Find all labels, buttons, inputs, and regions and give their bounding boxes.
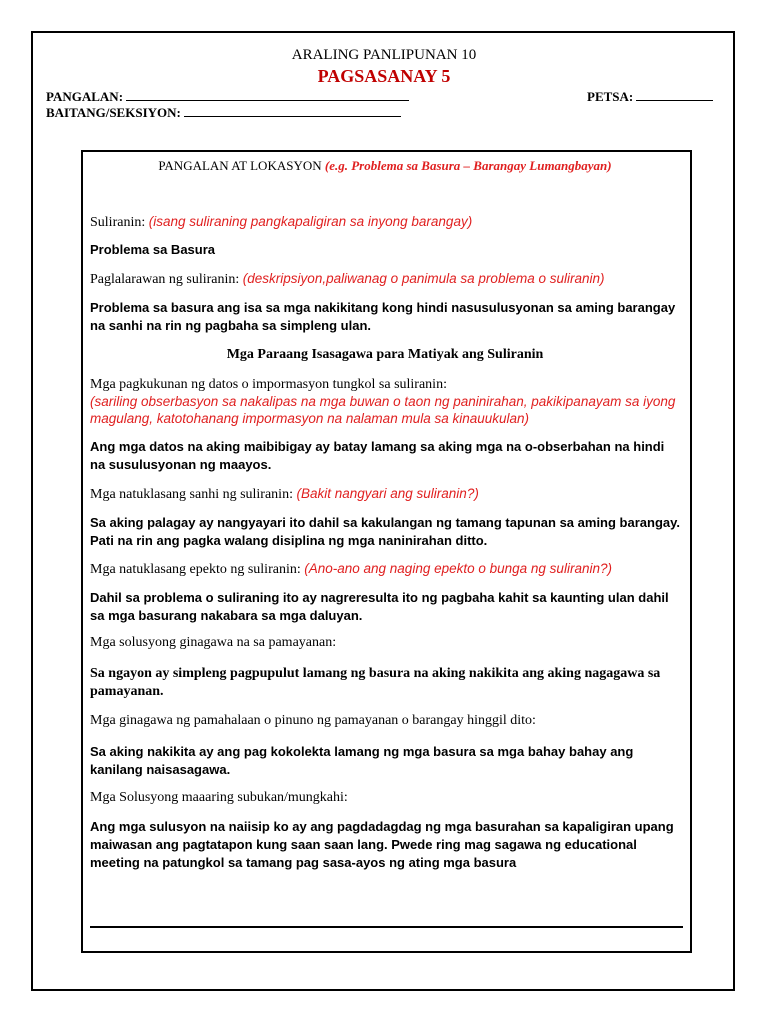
methods-heading: Mga Paraang Isasagawa para Matiyak ang Suliranin [226, 347, 544, 362]
section-label: BAITANG/SEKSIYON: [46, 105, 181, 120]
sources-answer: Ang mga datos na aking maibibigay ay batay lamang sa aking mga na o-obserbahan na hindi na susulusyonan ng maayos. [90, 439, 665, 472]
problem-answer: Problema sa Basura [90, 242, 216, 257]
section-field[interactable] [46, 104, 401, 121]
answer-underline [90, 926, 683, 928]
name-label: PANGALAN: [46, 89, 124, 104]
government-prompt: Mga ginagawa ng pamahalaan o pinuno ng pamayanan o barangay hinggil dito: [90, 713, 536, 728]
problem-hint: (isang suliraning pangkapaligiran sa inyong barangay) [148, 214, 473, 229]
description-prompt: Paglalarawan ng suliranin: [90, 272, 240, 287]
effects-hint: (Ano-ano ang naging epekto o bunga ng suliranin?) [304, 561, 612, 576]
subject-heading: ARALING PANLIPUNAN 10 [291, 47, 477, 63]
effects-prompt: Mga natuklasang epekto ng suliranin: [90, 562, 301, 577]
date-field[interactable] [587, 88, 713, 105]
description-answer: Problema sa basura ang isa sa mga nakikitang kong hindi nasusulusyonan sa aming barangay na sanhi na rin ng pagbaha sa simpleng ulan. [90, 300, 676, 333]
name-blank[interactable] [126, 88, 409, 101]
name-field[interactable] [46, 88, 409, 105]
government-answer: Sa aking nakikita ay ang pag kokolekta lamang ng mga basura sa mga bahay bahay ang kanilang naisasagawa. [90, 744, 634, 777]
date-label: PETSA: [587, 89, 634, 104]
suggestions-answer: Ang mga sulusyon na naiisip ko ay ang pagdadagdag ng mga basurahan sa kapaligiran upang maiwasan ang pagtatapon kung saan saan lang. Pwede ring mag sagawa ng educational meeting na patungkol sa tamang pag sasa-ayos ng ating mga basura [90, 819, 674, 870]
suggestions-prompt: Mga Solusyong maaaring subukan/mungkahi: [90, 790, 348, 805]
problem-prompt: Suliranin: [90, 215, 146, 230]
problem-prompt-line [90, 213, 680, 232]
description-hint: (deskripsiyon,paliwanag o panimula sa problema o suliranin) [242, 271, 605, 286]
date-blank[interactable] [636, 88, 713, 101]
community-answer: Sa ngayon ay simpleng pagpupulut lamang ng basura na aking nakikita ang aking nagagawa sa pamayanan. [90, 666, 661, 699]
causes-prompt: Mga natuklasang sanhi ng suliranin: [90, 487, 293, 502]
worksheet-title: PAGSASANAY 5 [317, 66, 451, 86]
sources-hint: (sariling obserbasyon sa nakalipas na mga buwan o taon ng paninirahan, pakikipanayam sa iyong magulang, katotohanang impormasyon na nalaman mula sa kinauukulan) [90, 394, 676, 426]
effects-answer: Dahil sa problema o suliraning ito ay nagreresulta ito ng pagbaha kahit sa kaunting ulan dahil sa mga basurang nakabara sa mga daluyan. [90, 590, 669, 623]
effects-prompt-line [90, 560, 680, 579]
causes-prompt-line [90, 485, 680, 504]
section-blank[interactable] [184, 104, 401, 117]
sources-prompt: Mga pagkukunan ng datos o impormasyon tungkol sa suliranin: [90, 377, 447, 392]
description-prompt-line [90, 270, 680, 289]
community-prompt: Mga solusyong ginagawa na sa pamayanan: [90, 635, 337, 650]
location-hint: (e.g. Problema sa Basura – Barangay Lumangbayan) [324, 158, 612, 173]
location-label: PANGALAN AT LOKASYON [158, 158, 322, 173]
location-line [90, 157, 680, 175]
causes-hint: (Bakit nangyari ang suliranin?) [296, 486, 479, 501]
causes-answer: Sa aking palagay ay nangyayari ito dahil sa kakulangan ng tamang tapunan sa aming barangay. Pati na rin ang pagka walang disiplina ng mga naninirahan ditto. [90, 515, 680, 548]
sources-prompt-line [90, 376, 680, 427]
